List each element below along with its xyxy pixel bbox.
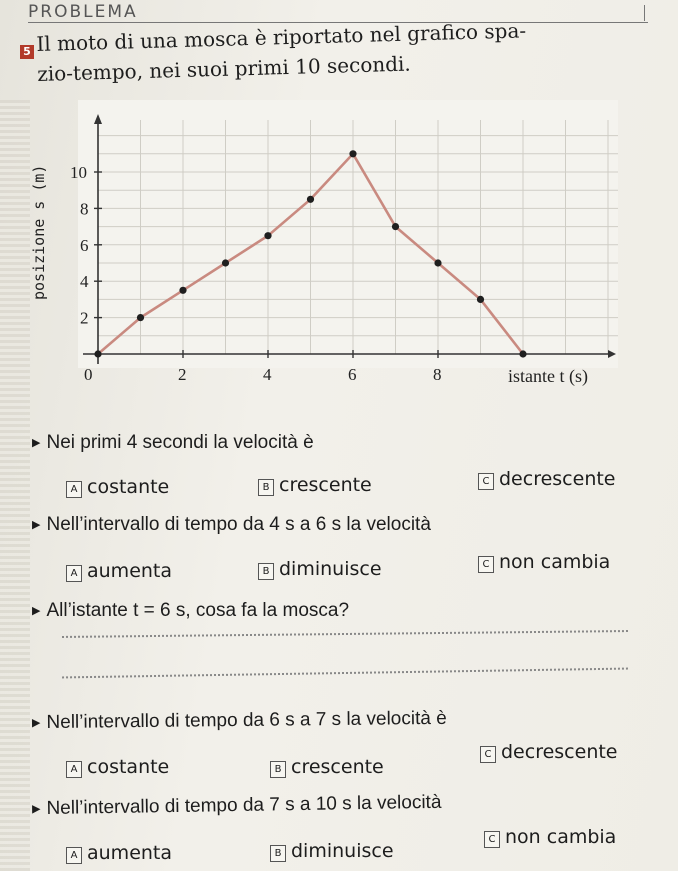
data-point <box>434 259 441 266</box>
q1-option-c-letter: C <box>478 473 494 490</box>
q2-option-a-letter: A <box>66 565 82 582</box>
q4-option-c-letter: C <box>480 746 496 763</box>
q4-option-a[interactable] <box>66 756 169 778</box>
bullet-arrow-icon: ▶ <box>32 605 41 617</box>
q4-option-c-label: decrescente <box>501 741 618 763</box>
answer-line-1[interactable] <box>62 630 628 638</box>
y-tick-label: 4 <box>80 272 89 292</box>
data-point <box>519 350 526 357</box>
x-tick-label: 0 <box>84 365 93 384</box>
q4-option-b-letter: B <box>270 761 286 778</box>
q2-option-c[interactable] <box>478 551 610 573</box>
x-tick-label: 4 <box>263 365 272 384</box>
x-axis-label: istante t (s) <box>508 366 588 386</box>
y-tick-label: 2 <box>80 308 89 328</box>
q2-option-c-label: non cambia <box>499 551 611 573</box>
data-point <box>222 259 229 266</box>
q2-option-b-letter: B <box>258 563 274 580</box>
y-axis-label: posizione s (m) <box>30 164 48 300</box>
q4-option-b[interactable] <box>270 756 384 778</box>
q1-option-b[interactable] <box>258 474 372 496</box>
data-point <box>137 314 144 321</box>
page-edge-stripes <box>0 100 30 871</box>
q1-option-b-letter: B <box>258 479 274 496</box>
chart-plot-area <box>78 100 618 368</box>
question-3-text: All’istante t = 6 s, cosa fa la mosca? <box>46 600 350 621</box>
q1-option-c-label: decrescente <box>499 468 616 490</box>
q4-option-c[interactable] <box>480 741 618 763</box>
intro-line-2: zio-tempo, nei suoi primi 10 secondi. <box>36 51 412 86</box>
question-4 <box>32 708 447 734</box>
q2-option-b-label: diminuisce <box>279 558 382 580</box>
data-point <box>264 232 271 239</box>
q5-option-c-letter: C <box>484 831 500 848</box>
q4-option-a-label: costante <box>87 756 170 778</box>
question-2 <box>32 514 431 536</box>
x-tick-label: 8 <box>433 365 442 384</box>
y-tick-label: 8 <box>80 199 89 219</box>
y-tick-label: 10 <box>70 163 87 182</box>
bullet-arrow-icon: ▶ <box>31 803 41 816</box>
intro-line-1: Il moto di una mosca è riportato nel grafico spa- <box>36 18 527 56</box>
q5-option-c[interactable] <box>484 826 616 848</box>
q1-option-a-label: costante <box>87 476 170 498</box>
data-point <box>477 296 484 303</box>
q5-option-a-label: aumenta <box>87 842 173 864</box>
header-rule-tick <box>644 5 645 21</box>
bullet-arrow-icon: ▶ <box>32 437 41 449</box>
q1-option-b-label: crescente <box>279 474 372 496</box>
q1-option-a[interactable] <box>66 476 169 498</box>
data-point <box>307 196 314 203</box>
x-tick-label: 2 <box>178 365 187 384</box>
q2-option-a[interactable] <box>66 560 172 582</box>
q5-option-b-letter: B <box>270 845 286 862</box>
problem-number-badge: 5 <box>20 45 34 59</box>
data-point <box>392 223 399 230</box>
q1-option-a-letter: A <box>66 481 82 498</box>
x-tick-label: 6 <box>348 365 357 384</box>
q2-option-c-letter: C <box>478 556 494 573</box>
question-1 <box>32 432 314 454</box>
question-5 <box>32 792 442 820</box>
q1-option-c[interactable] <box>478 468 616 490</box>
y-tick-label: 6 <box>80 235 89 255</box>
q2-option-a-label: aumenta <box>87 560 173 582</box>
bullet-arrow-icon: ▶ <box>31 717 41 730</box>
data-point <box>94 350 101 357</box>
q5-option-a[interactable] <box>66 842 172 864</box>
q5-option-a-letter: A <box>66 847 82 864</box>
section-header: PROBLEMA <box>28 2 138 22</box>
q4-option-b-label: crescente <box>291 756 384 778</box>
data-point <box>349 150 356 157</box>
q4-option-a-letter: A <box>66 761 82 778</box>
space-time-chart <box>28 100 640 410</box>
q5-option-b[interactable] <box>270 840 394 862</box>
data-point <box>179 287 186 294</box>
answer-line-2[interactable] <box>62 668 628 679</box>
question-1-text: Nei primi 4 secondi la velocità è <box>46 432 314 453</box>
question-5-text: Nell’intervallo di tempo da 7 s a 10 s la velocità <box>46 791 442 819</box>
question-2-text: Nell’intervallo di tempo da 4 s a 6 s la velocità <box>46 514 431 535</box>
q2-option-b[interactable] <box>258 558 382 580</box>
question-3 <box>32 600 349 622</box>
bullet-arrow-icon: ▶ <box>32 519 41 531</box>
q5-option-c-label: non cambia <box>505 826 617 848</box>
problem-intro <box>36 12 637 89</box>
question-4-text: Nell’intervallo di tempo da 6 s a 7 s la velocità è <box>46 707 447 734</box>
q5-option-b-label: diminuisce <box>291 840 394 862</box>
